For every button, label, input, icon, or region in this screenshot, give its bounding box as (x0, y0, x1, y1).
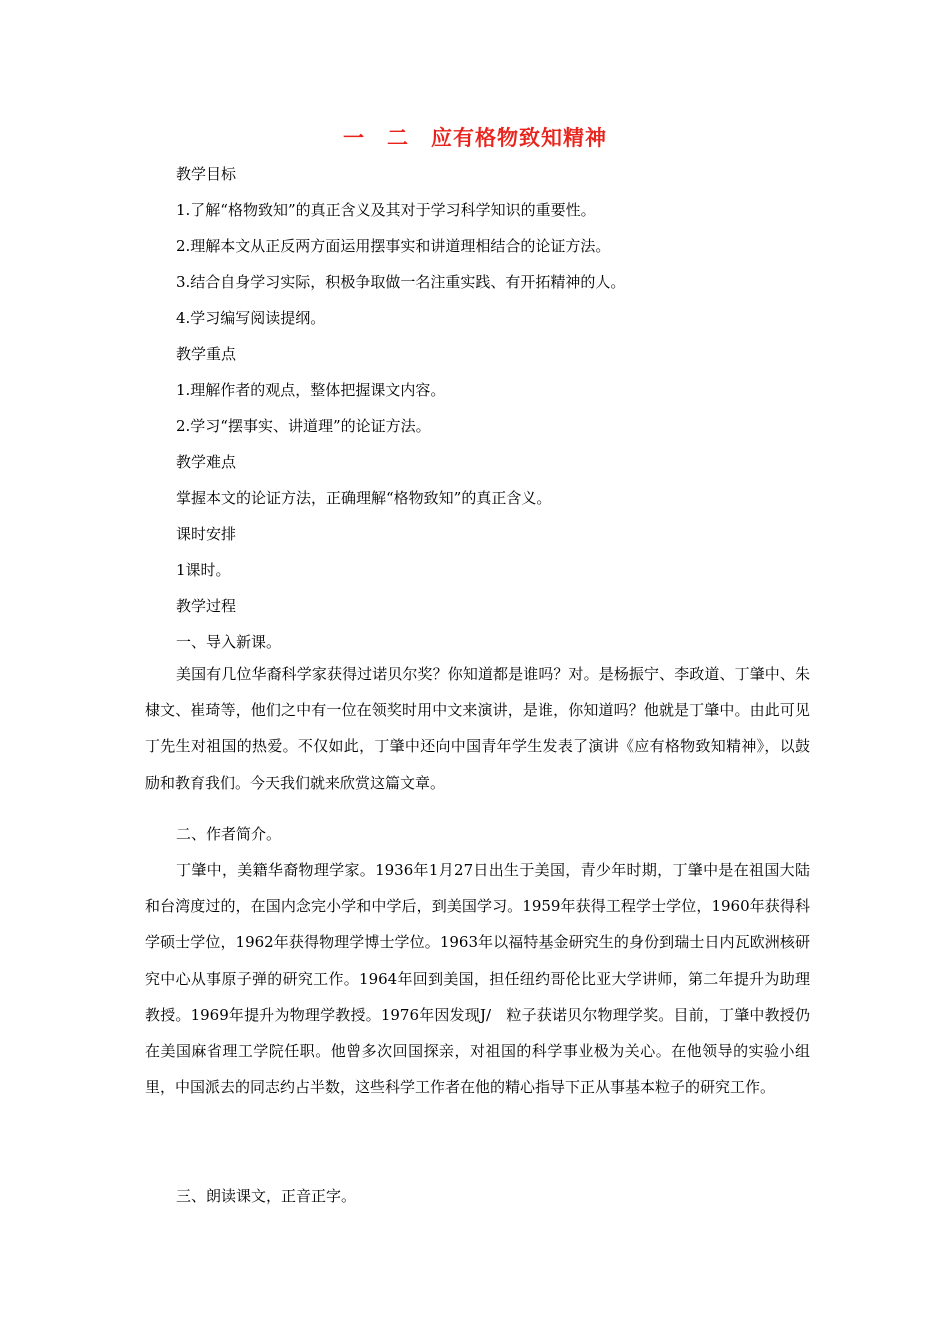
objective-item: 1.了解“格物致知”的真正含义及其对于学习科学知识的重要性。 (176, 201, 596, 219)
step3-heading: 三、朗读课文，正音正字。 (176, 1187, 357, 1205)
process-heading: 教学过程 (176, 597, 237, 615)
schedule-text: 1课时。 (176, 561, 231, 579)
objectives-heading: 教学目标 (176, 165, 237, 183)
schedule-heading: 课时安排 (176, 525, 237, 543)
key-points-heading: 教学重点 (176, 345, 237, 363)
key-point-item: 2.学习“摆事实、讲道理”的论证方法。 (176, 417, 431, 435)
step1-heading: 一、导入新课。 (176, 633, 282, 651)
step1-paragraph: 美国有几位华裔科学家获得过诺贝尔奖？你知道都是谁吗？对。是杨振宁、李政道、丁肇中、朱棣文、崔琦等，他们之中有一位在领奖时用中文来演讲，是谁，你知道吗？他就是丁肇中。由此可见丁先生对祖国的热爱。不仅如此，丁肇中还向中国青年学生发表了演讲《应有格物致知精神》，以鼓励和教育我们。今天我们就来欣赏这篇文章。 (145, 665, 810, 792)
difficulty-text: 掌握本文的论证方法，正确理解“格物致知”的真正含义。 (176, 489, 552, 507)
step2-heading: 二、作者简介。 (176, 825, 282, 843)
key-point-item: 1.理解作者的观点，整体把握课文内容。 (176, 381, 446, 399)
objective-item: 4.学习编写阅读提纲。 (176, 309, 326, 327)
objective-item: 3.结合自身学习实际，积极争取做一名注重实践、有开拓精神的人。 (176, 273, 626, 291)
difficulty-heading: 教学难点 (176, 453, 237, 471)
document-title: 一 二 应有格物致知精神 (343, 126, 607, 150)
step2-paragraph: 丁肇中，美籍华裔物理学家。1936年1月27日出生于美国，青少年时期，丁肇中是在祖国大陆和台湾度过的，在国内念完小学和中学后，到美国学习。1959年获得工程学士学位，1960年获得科学硕士学位，1962年获得物理学博士学位。1963年以福特基金研究生的身份到瑞士日内瓦欧洲核研究中心从事原子弹的研究工作。1964年回到美国，担任纽约哥伦比亚大学讲师，第二年提升为助理教授。1969年提升为物理学教授。1976年因发现J/ 粒子获诺贝尔物理学奖。目前，丁肇中教授仍在美国麻省理工学院任职。他曾多次回国探亲，对祖国的科学事业极为关心。在他领导的实验小组里，中国派去的同志约占半数，这些科学工作者在他的精心指导下正从事基本粒子的研究工作。 (145, 861, 810, 1097)
objective-item: 2.理解本文从正反两方面运用摆事实和讲道理相结合的论证方法。 (176, 237, 611, 255)
